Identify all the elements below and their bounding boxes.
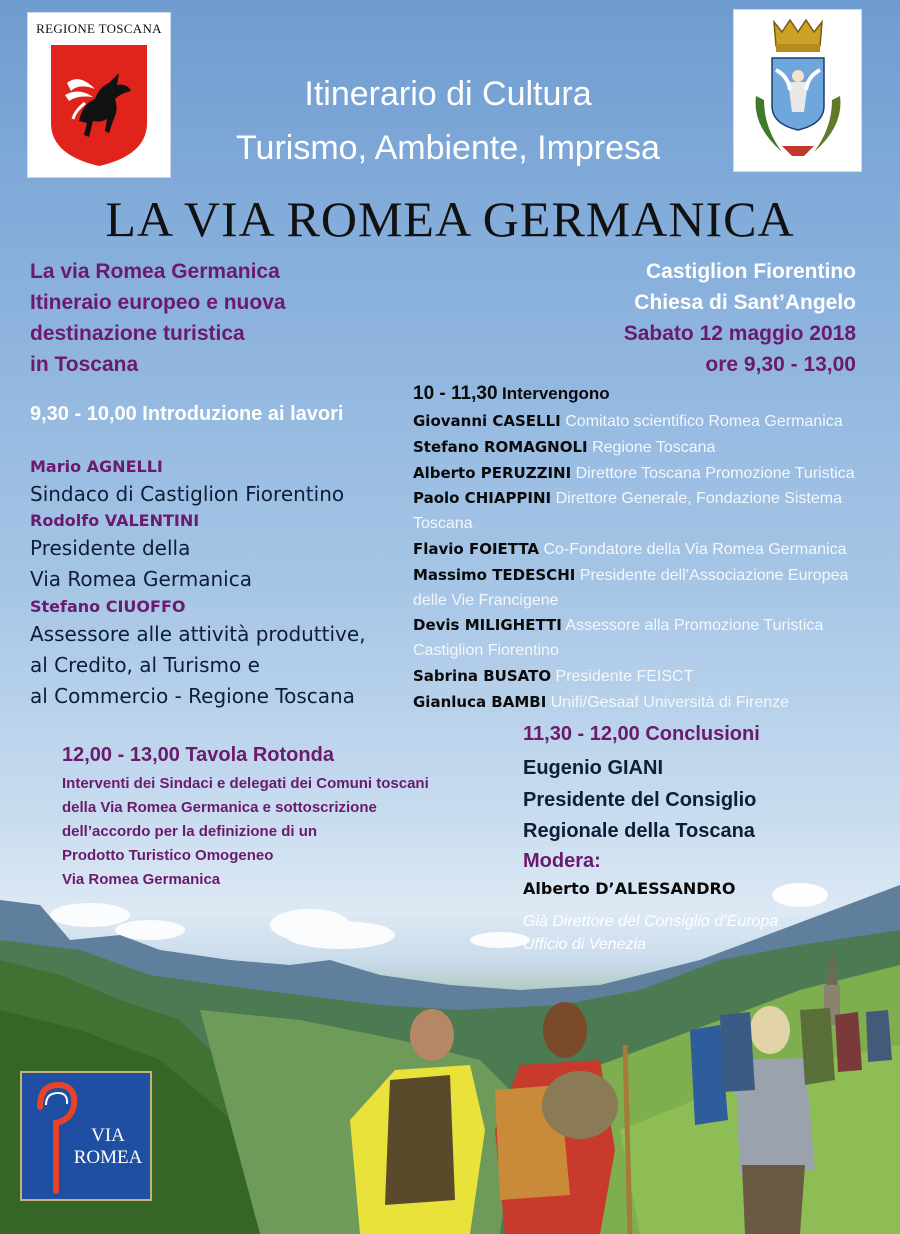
round-table-line: della Via Romea Germanica e sottoscrizione — [62, 799, 377, 816]
round-table-body — [62, 772, 429, 892]
event-place: Castiglion Fiorentino — [646, 260, 856, 283]
comune-logo — [733, 9, 862, 172]
session2-speakers — [413, 409, 883, 716]
speaker-role: Comitato scientifico Romea Germanica — [565, 413, 843, 430]
speaker-name: Massimo TEDESCHI — [413, 565, 576, 584]
speaker-role-cont: Toscana — [413, 515, 473, 533]
speaker-name: Alberto PERUZZINI — [413, 463, 572, 482]
speaker-name: Devis MILIGHETTI — [413, 616, 562, 635]
speaker-name: Paolo CHIAPPINI — [413, 489, 552, 508]
speaker-name: Stefano CIUOFFO — [30, 597, 186, 616]
moderator-name: Alberto D’ALESSANDRO — [523, 879, 736, 898]
speaker-role: Via Romea Germanica — [30, 567, 252, 591]
round-table-line: Interventi dei Sindaci e delegati dei Comuni toscani — [62, 775, 429, 792]
speaker-role: al Commercio - Regione Toscana — [30, 684, 355, 708]
pegasus-icon — [49, 43, 149, 168]
coat-of-arms-icon — [742, 16, 853, 166]
event-date: Sabato 12 maggio 2018 — [623, 322, 856, 345]
speaker-role-cont: Castiglion Fiorentino — [413, 642, 559, 660]
speaker-name: Giovanni CASELLI — [413, 412, 561, 430]
speaker-name: Gianluca BAMBI — [413, 692, 547, 711]
conclusions-speaker — [523, 753, 756, 848]
page-title: LA VIA ROMEA GERMANICA — [105, 191, 795, 247]
speaker-role: al Credito, al Turismo e — [30, 653, 260, 677]
regione-toscana-logo — [27, 12, 171, 178]
intro-line-4: in Toscana — [30, 353, 139, 376]
speaker-role: Sindaco di Castiglion Fiorentino — [30, 482, 345, 506]
speaker-role: Regione Toscana — [592, 438, 716, 456]
intro-line-2: Itineraio europeo e nuova — [30, 291, 286, 314]
speaker-role: Assessore alle attività produttive, — [30, 622, 366, 646]
event-time: ore 9,30 - 13,00 — [705, 353, 856, 376]
speaker-role: Presidente della — [30, 536, 191, 560]
moderator-role-line: Già Direttore del Consiglio d’Europa — [523, 913, 779, 930]
session1-speakers — [30, 455, 366, 712]
speaker-name: Stefano ROMAGNOLI — [413, 437, 588, 456]
conclusions-name: Eugenio GIANI — [523, 757, 663, 779]
round-table-line: dell’accordo per la definizione di un — [62, 823, 318, 840]
moderator-label: Modera: — [523, 850, 601, 872]
intro-block — [30, 256, 286, 380]
speaker-name: Mario AGNELLI — [30, 457, 163, 476]
speaker-role: Presidente FEISCT — [555, 667, 694, 685]
event-venue: Chiesa di Sant’Angelo — [634, 291, 856, 314]
round-table-line: Prodotto Turistico Omogeneo — [62, 847, 274, 864]
speaker-name: Rodolfo VALENTINI — [30, 511, 200, 530]
speaker-role: Direttore Generale, Fondazione Sistema — [555, 490, 842, 508]
speaker-name: Sabrina BUSATO — [413, 666, 552, 685]
event-info — [624, 256, 856, 380]
conclusions-heading: 11,30 - 12,00 Conclusioni — [523, 723, 760, 745]
moderator-role — [523, 910, 778, 956]
round-table-line: Via Romea Germanica — [62, 871, 221, 888]
speaker-role: Assessore alla Promozione Turistica — [565, 617, 824, 635]
via-romea-line-1: VIA — [91, 1125, 125, 1146]
moderator-role-line: Ufficio di Venezia — [523, 936, 647, 953]
session2-heading — [413, 383, 610, 405]
speaker-role: Co-Fondatore della Via Romea Germanica — [543, 540, 847, 558]
session2-label: Intervengono — [501, 384, 610, 403]
round-table-heading: 12,00 - 13,00 Tavola Rotonda — [62, 744, 334, 766]
speaker-role: Direttore Toscana Promozione Turistica — [575, 464, 855, 482]
conclusions-role: Presidente del Consiglio — [523, 788, 757, 811]
via-romea-line-2: ROMEA — [73, 1147, 143, 1168]
subtitle-line-2: Turismo, Ambiente, Impresa — [236, 129, 660, 167]
conclusions-role: Regionale della Toscana — [523, 820, 755, 842]
session2-time: 10 - 11,30 — [413, 383, 498, 404]
speaker-role-cont: delle Vie Francigene — [413, 591, 559, 609]
regione-toscana-label: REGIONE TOSCANA — [36, 21, 162, 36]
intro-line-1: La via Romea Germanica — [30, 260, 280, 283]
via-romea-logo — [20, 1071, 152, 1201]
session1-heading: 9,30 - 10,00 Introduzione ai lavori — [30, 403, 344, 425]
intro-line-3: destinazione turistica — [30, 322, 245, 345]
subtitle-line-1: Itinerario di Cultura — [304, 75, 592, 113]
speaker-role: Unifi/Gesaaf Università di Firenze — [550, 693, 790, 711]
speaker-name: Flavio FOIETTA — [413, 539, 540, 558]
speaker-role: Presidente dell’Associazione Europea — [579, 566, 849, 584]
